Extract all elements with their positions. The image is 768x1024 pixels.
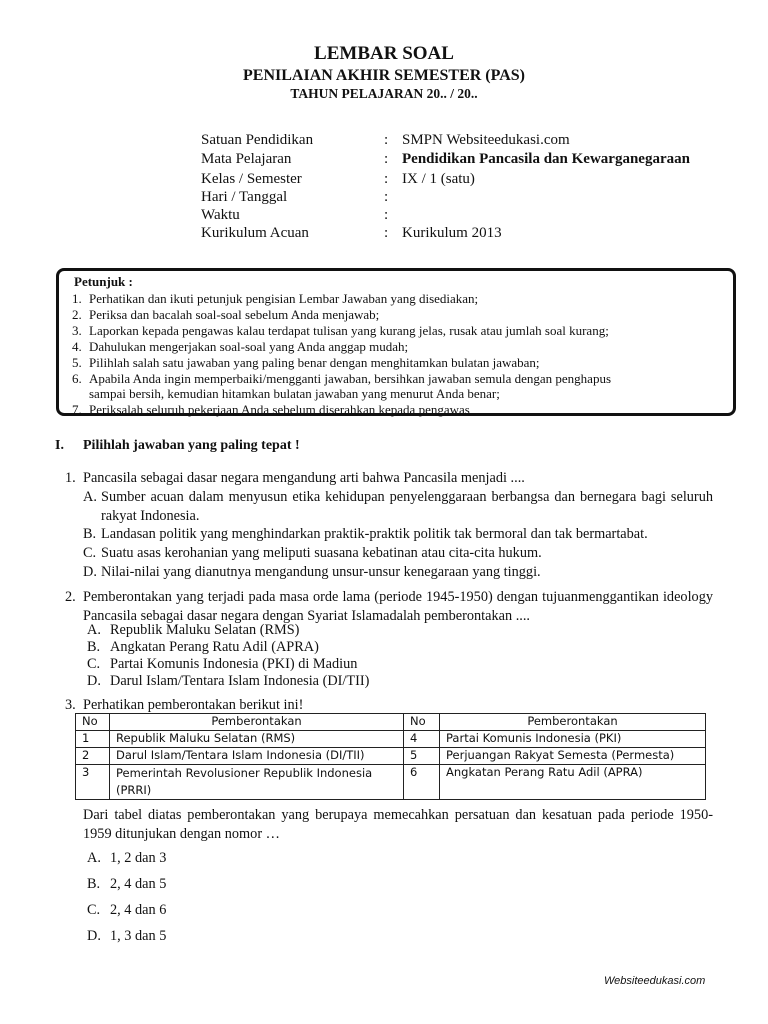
option-text: 1, 2 dan 3 xyxy=(110,850,167,866)
instruction-text: Periksalah seluruh pekerjaan Anda sebelum diserahkan kepada pengawas xyxy=(89,402,470,417)
section-title: Pilihlah jawaban yang paling tepat ! xyxy=(83,438,300,453)
option-letter: A. xyxy=(87,622,101,638)
table-cell: 3 xyxy=(76,765,110,800)
answer-option xyxy=(87,850,166,867)
option-text: 1, 3 dan 5 xyxy=(110,928,167,944)
question-text: Pemberontakan yang terjadi pada masa orde lama (periode 1945-1950) dengan tujuanmenggantikan ideology Pancasila sebagai dasar negara dengan Syariat Islamadalah pemberontakan .... xyxy=(83,589,713,624)
option-text: Landasan politik yang menghindarkan praktik-praktik politik tak bermoral dan tak bermartabat. xyxy=(101,526,648,542)
table-cell: Pemerintah Revolusioner Republik Indonesia (PRRI) xyxy=(110,765,404,800)
answer-option xyxy=(87,876,166,893)
info-colon: : xyxy=(384,189,389,205)
question-followup: Dari tabel diatas pemberontakan yang berupaya memecahkan persatuan dan kesatuan pada periode 1950-1959 ditunjukan dengan nomor … xyxy=(83,807,713,842)
instruction-item xyxy=(72,402,470,418)
option-text: Darul Islam/Tentara Islam Indonesia (DI/TII) xyxy=(110,673,370,689)
instructions-title: Petunjuk : xyxy=(74,274,133,289)
info-colon: : xyxy=(384,151,389,167)
instruction-item xyxy=(72,307,379,323)
option-text: Suatu asas kerohanian yang meliputi suasana kebatinan atau cita-cita hukum. xyxy=(101,545,542,561)
answer-option xyxy=(87,673,369,690)
table-cell: Angkatan Perang Ratu Adil (APRA) xyxy=(440,765,706,800)
rebellion-table xyxy=(75,713,706,800)
option-letter: B. xyxy=(87,639,101,655)
answer-option xyxy=(83,544,542,563)
option-letter: D. xyxy=(83,564,97,580)
table-cell: 6 xyxy=(404,765,440,800)
info-value: IX / 1 (satu) xyxy=(402,171,475,187)
instruction-number: 2. xyxy=(72,307,82,322)
option-letter: D. xyxy=(87,928,101,944)
info-colon: : xyxy=(384,171,389,187)
table-header: Pemberontakan xyxy=(110,714,404,731)
answer-option xyxy=(87,656,357,673)
option-text: 2, 4 dan 6 xyxy=(110,902,167,918)
question-text: Pancasila sebagai dasar negara mengandung arti bahwa Pancasila menjadi .... xyxy=(83,470,525,486)
option-text: Angkatan Perang Ratu Adil (APRA) xyxy=(110,639,319,655)
info-value: Kurikulum 2013 xyxy=(402,225,502,241)
info-label: Satuan Pendidikan xyxy=(201,132,314,148)
answer-option xyxy=(87,622,299,639)
answer-option xyxy=(87,902,166,919)
option-letter: A. xyxy=(87,850,101,866)
question-number: 1. xyxy=(65,470,76,486)
instruction-number: 1. xyxy=(72,291,82,306)
table-cell: Perjuangan Rakyat Semesta (Permesta) xyxy=(440,748,706,765)
table-header: No xyxy=(404,714,440,731)
info-colon: : xyxy=(384,132,389,148)
answer-option xyxy=(87,639,319,656)
info-label: Mata Pelajaran xyxy=(201,151,292,167)
instruction-continuation: sampai bersih, kemudian hitamkan bulatan jawaban yang menurut Anda benar; xyxy=(89,386,500,401)
info-label: Hari / Tanggal xyxy=(201,189,288,205)
table-cell: Partai Komunis Indonesia (PKI) xyxy=(440,731,706,748)
instruction-text: Laporkan kepada pengawas kalau terdapat tulisan yang kurang jelas, rusak atau jumlah soal kurang; xyxy=(89,323,609,338)
info-colon: : xyxy=(384,225,389,241)
document-subtitle: PENILAIAN AKHIR SEMESTER (PAS) xyxy=(243,67,525,84)
table-cell: 5 xyxy=(404,748,440,765)
option-text: 2, 4 dan 5 xyxy=(110,876,167,892)
table-header-row xyxy=(76,714,706,731)
instruction-number: 3. xyxy=(72,323,82,338)
info-label: Kurikulum Acuan xyxy=(201,225,309,241)
info-colon: : xyxy=(384,207,389,223)
info-value: SMPN Websiteedukasi.com xyxy=(402,132,570,148)
instruction-text: Apabila Anda ingin memperbaiki/mengganti jawaban, bersihkan jawaban semula dengan penghapus xyxy=(89,371,612,386)
option-text: Nilai-nilai yang dianutnya mengandung unsur-unsur kenegaraan yang tinggi. xyxy=(101,564,541,580)
table-row xyxy=(76,765,706,800)
instruction-text: Pilihlah salah satu jawaban yang paling benar dengan menghitamkan bulatan jawaban; xyxy=(89,355,540,370)
answer-option xyxy=(83,563,541,582)
instruction-text: Perhatikan dan ikuti petunjuk pengisian Lembar Jawaban yang disediakan; xyxy=(89,291,479,306)
option-letter: D. xyxy=(87,673,101,689)
instruction-item xyxy=(72,371,611,387)
instruction-item xyxy=(72,339,408,355)
question-number: 2. xyxy=(65,589,76,605)
question-number: 3. xyxy=(65,697,76,713)
instruction-item xyxy=(72,323,609,339)
question-text: Perhatikan pemberontakan berikut ini! xyxy=(83,697,304,713)
document-title: LEMBAR SOAL xyxy=(314,43,454,64)
option-letter: B. xyxy=(87,876,101,892)
academic-year: TAHUN PELAJARAN 20.. / 20.. xyxy=(290,86,478,101)
instruction-number: 7. xyxy=(72,402,82,417)
option-letter: C. xyxy=(87,656,101,672)
instruction-number: 4. xyxy=(72,339,82,354)
table-cell: Republik Maluku Selatan (RMS) xyxy=(110,731,404,748)
table-row xyxy=(76,748,706,765)
info-label: Kelas / Semester xyxy=(201,171,302,187)
option-letter: C. xyxy=(87,902,101,918)
table-cell: Darul Islam/Tentara Islam Indonesia (DI/TII) xyxy=(110,748,404,765)
instruction-item xyxy=(72,355,540,371)
instruction-item xyxy=(72,291,478,307)
instruction-number: 6. xyxy=(72,371,82,386)
option-text: Republik Maluku Selatan (RMS) xyxy=(110,622,300,638)
table-row xyxy=(76,731,706,748)
option-text: Sumber acuan dalam menyusun etika kehidupan penyelenggaraan berbangsa dan bernegara bagi seluruh rakyat Indonesia. xyxy=(101,489,713,524)
answer-option xyxy=(83,525,648,544)
info-value: Pendidikan Pancasila dan Kewarganegaraan xyxy=(402,151,690,167)
table-header: Pemberontakan xyxy=(440,714,706,731)
option-text: Partai Komunis Indonesia (PKI) di Madiun xyxy=(110,656,358,672)
answer-option xyxy=(87,928,166,945)
table-cell: 4 xyxy=(404,731,440,748)
footer-watermark: Websiteedukasi.com xyxy=(604,975,706,987)
table-cell: 2 xyxy=(76,748,110,765)
info-label: Waktu xyxy=(201,207,240,223)
option-letter: A. xyxy=(83,489,97,505)
instruction-text: Periksa dan bacalah soal-soal sebelum Anda menjawab; xyxy=(89,307,380,322)
option-letter: B. xyxy=(83,526,97,542)
option-letter: C. xyxy=(83,545,97,561)
table-cell: 1 xyxy=(76,731,110,748)
instruction-number: 5. xyxy=(72,355,82,370)
table-header: No xyxy=(76,714,110,731)
instruction-text: Dahulukan mengerjakan soal-soal yang Anda anggap mudah; xyxy=(89,339,409,354)
section-number: I. xyxy=(55,438,64,453)
